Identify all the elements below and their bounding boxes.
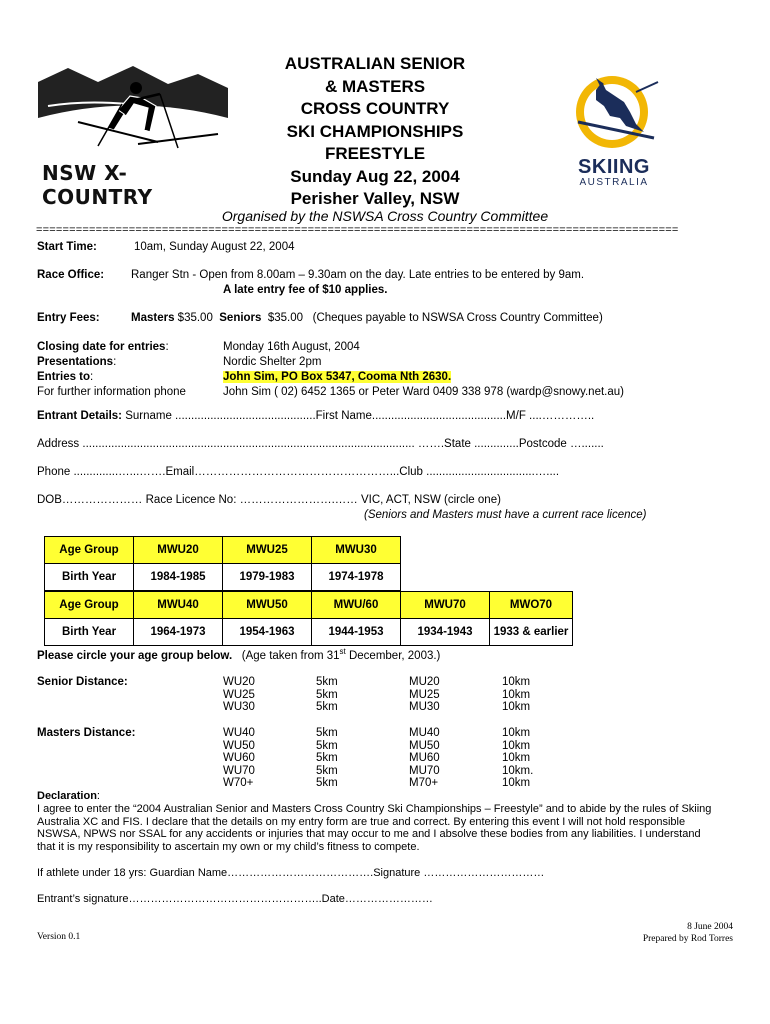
declaration-label: Declaration [37,790,97,802]
licence-note: (Seniors and Masters must have a current race licence) [364,509,647,521]
birth-year-cell: 1984-1985 [134,564,223,591]
birth-year-cell: 1933 & earlier [490,619,573,646]
distance: 10km. [502,764,534,777]
kangaroo-skier-icon [566,72,662,152]
distance: 10km [502,727,531,739]
distance: 5km [316,676,338,688]
presentations-label: Presentations [37,356,114,368]
birth-year-cell: 1979-1983 [223,564,312,591]
age-group: WU70 [223,764,255,777]
age-group-table-2 [44,591,573,646]
start-time-value: 10am, Sunday August 22, 2004 [134,241,295,253]
age-taken-sup: st [339,647,346,656]
dob-licence-fields[interactable]: DOB………………… Race Licence No: …………………….…… VIC, ACT, NSW (circle one) [37,494,501,506]
entrant-details-line [37,410,594,422]
masters-men-groups [409,727,440,790]
age-group-cell: MWU40 [134,592,223,619]
start-time-label: Start Time: [37,241,97,253]
circle-age-note [37,647,440,662]
distance: 10km [502,739,531,752]
distance: 10km [502,701,531,713]
age-group-cell: MWU25 [223,537,312,564]
distance: 5km [316,688,338,701]
event-title [230,53,520,211]
organiser-line: Organised by the NSWSA Cross Country Committee [221,208,549,224]
separator-rule: ================================================================================================= [36,224,679,236]
age-taken-text: (Age taken from 31 [241,649,340,662]
age-group-cell: MWO70 [490,592,573,619]
age-group-cell: MWU20 [134,537,223,564]
entry-fees-line [131,312,603,324]
title-line: Sunday Aug 22, 2004 [290,166,460,186]
closing-value: Monday 16th August, 2004 [223,341,360,353]
birth-year-cell: 1934-1943 [401,619,490,646]
age-group-cell: MWU/60 [312,592,401,619]
title-line: FREESTYLE [324,144,426,163]
presentations-value: Nordic Shelter 2pm [223,356,322,368]
age-group: MU30 [409,701,440,713]
masters-fee-label: Masters [131,312,175,324]
age-group-cell: MWU70 [401,592,490,619]
distance: 10km [502,752,531,764]
race-office-value: Ranger Stn - Open from 8.00am – 9.30am on the day. Late entries to be entered by 9am. [131,269,585,281]
age-group: WU50 [223,739,255,752]
distance: 5km [316,752,338,764]
senior-distance-label: Senior Distance: [37,676,128,688]
cheques-note: (Cheques payable to NSWSA Cross Country Committee) [312,312,603,324]
age-group: MU70 [409,764,440,777]
age-group: W70+ [223,777,254,789]
birth-year-cell: 1974-1978 [312,564,401,591]
age-group: MU20 [409,676,440,688]
distance: 10km [502,688,531,701]
birth-year-cell: 1944-1953 [312,619,401,646]
distance: 5km [316,727,338,739]
age-group: MU60 [409,752,440,764]
title-line: SKI CHAMPIONSHIPS [286,121,464,141]
age-group-cell: MWU30 [312,537,401,564]
masters-women-groups [223,727,255,790]
distance: 5km [316,777,338,789]
age-group: WU20 [223,676,255,688]
age-group: MU50 [409,739,440,752]
footer-date: 8 June 2004 [687,922,733,932]
entries-label: Entries to [37,371,91,383]
distance: 5km [316,764,338,777]
entrant-signature-line[interactable]: Entrant’s signature……………………………………………..Date…………………… [37,893,433,905]
late-entry-fee: A late entry fee of $10 applies. [223,284,388,296]
skiing-australia-logo [566,72,662,188]
distance: 10km [502,676,531,688]
age-taken-rest: December, 2003.) [345,649,441,662]
age-group: WU25 [223,688,255,701]
title-line: & MASTERS [324,76,426,96]
age-group: WU60 [223,752,255,764]
senior-men-distances [502,676,530,714]
presentations-colon: : [113,356,117,368]
logo-text-skiing: SKIING [578,156,650,178]
phone-email-club-fields[interactable]: Phone ..............…...…….Email……………………………………………...Club ..................................….... [37,466,560,478]
address-fields[interactable]: Address ........................................................................................................ …….State ..............Postcode …....... [37,438,604,450]
birth-year-cell: 1964-1973 [134,619,223,646]
footer-right [643,921,733,945]
declaration-heading [37,790,100,802]
further-info-value: John Sim ( 02) 6452 1365 or Peter Ward 0409 338 978 (wardp@snowy.net.au) [223,386,624,398]
birth-year-header: Birth Year [45,619,134,646]
title-line: AUSTRALIAN SENIOR [284,54,466,73]
age-group-header: Age Group [45,537,134,564]
logo-text-australia: AUSTRALIA [579,177,649,188]
senior-women-groups [223,676,255,714]
guardian-signature-line[interactable]: If athlete under 18 yrs: Guardian Name………………………………….Signature …………………………… [37,867,545,879]
seniors-fee-value: $35.00 [267,312,304,324]
age-group-header: Age Group [45,592,134,619]
race-office-label: Race Office: [37,269,105,281]
distance: 5km [316,739,338,752]
entries-address: John Sim, PO Box 5347, Cooma Nth 2630. [223,371,452,383]
age-group: MU25 [409,688,440,701]
masters-fee-value: $35.00 [177,312,213,324]
age-group-cell: MWU50 [223,592,312,619]
distance: 10km [502,777,531,789]
age-group: WU40 [223,727,255,739]
age-group: MU40 [409,727,440,739]
entry-fees-label: Entry Fees: [37,312,100,324]
closing-colon: : [165,341,169,353]
surname-firstname-fields[interactable]: Surname ............................................First Name..........................................M/F ....………….. [125,410,595,422]
info-labels [37,340,186,400]
age-group: M70+ [409,777,439,789]
age-group-table-1 [44,536,401,591]
birth-year-cell: 1954-1963 [223,619,312,646]
age-group: WU30 [223,701,255,713]
masters-men-distances [502,727,533,790]
entrant-details-label: Entrant Details: [37,410,122,422]
entries-colon: : [90,371,94,383]
title-line: Perisher Valley, NSW [290,189,460,208]
senior-men-groups [409,676,440,714]
masters-distance-label: Masters Distance: [37,727,136,739]
closing-label: Closing date for entries [37,341,166,353]
further-info-label: For further information phone [37,386,186,398]
declaration-text: I agree to enter the “2004 Australian Senior and Masters Cross Country Ski Championships – Freestyle” and to abide by the rules of Skiing Australia XC and FIS. I declare that the details on my entry form are true and correct. By entering this event I will not hold responsible NSWSA, NPWS nor SSAL for any accidents or injuries that may occur to me and I absolve these bodies from any liabilities. I understand that it is my responsibility to ascertain my own or my child’s fitness to compete. [37,803,712,854]
title-line: CROSS COUNTRY [300,99,450,118]
senior-women-distances [316,676,338,714]
distance: 5km [316,701,338,713]
birth-year-header: Birth Year [45,564,134,591]
info-values [223,340,624,400]
skier-mountains-icon [38,48,228,156]
footer-prepared-by: Prepared by Rod Torres [642,934,733,944]
circle-instruction: Please circle your age group below. [37,649,233,662]
nsw-xcountry-logo [38,48,228,209]
declaration-colon: : [96,790,100,802]
version-label: Version 0.1 [37,932,81,942]
seniors-fee-label: Seniors [219,312,262,324]
logo-text: NSW X-COUNTRY [42,161,153,209]
masters-women-distances [316,727,338,790]
